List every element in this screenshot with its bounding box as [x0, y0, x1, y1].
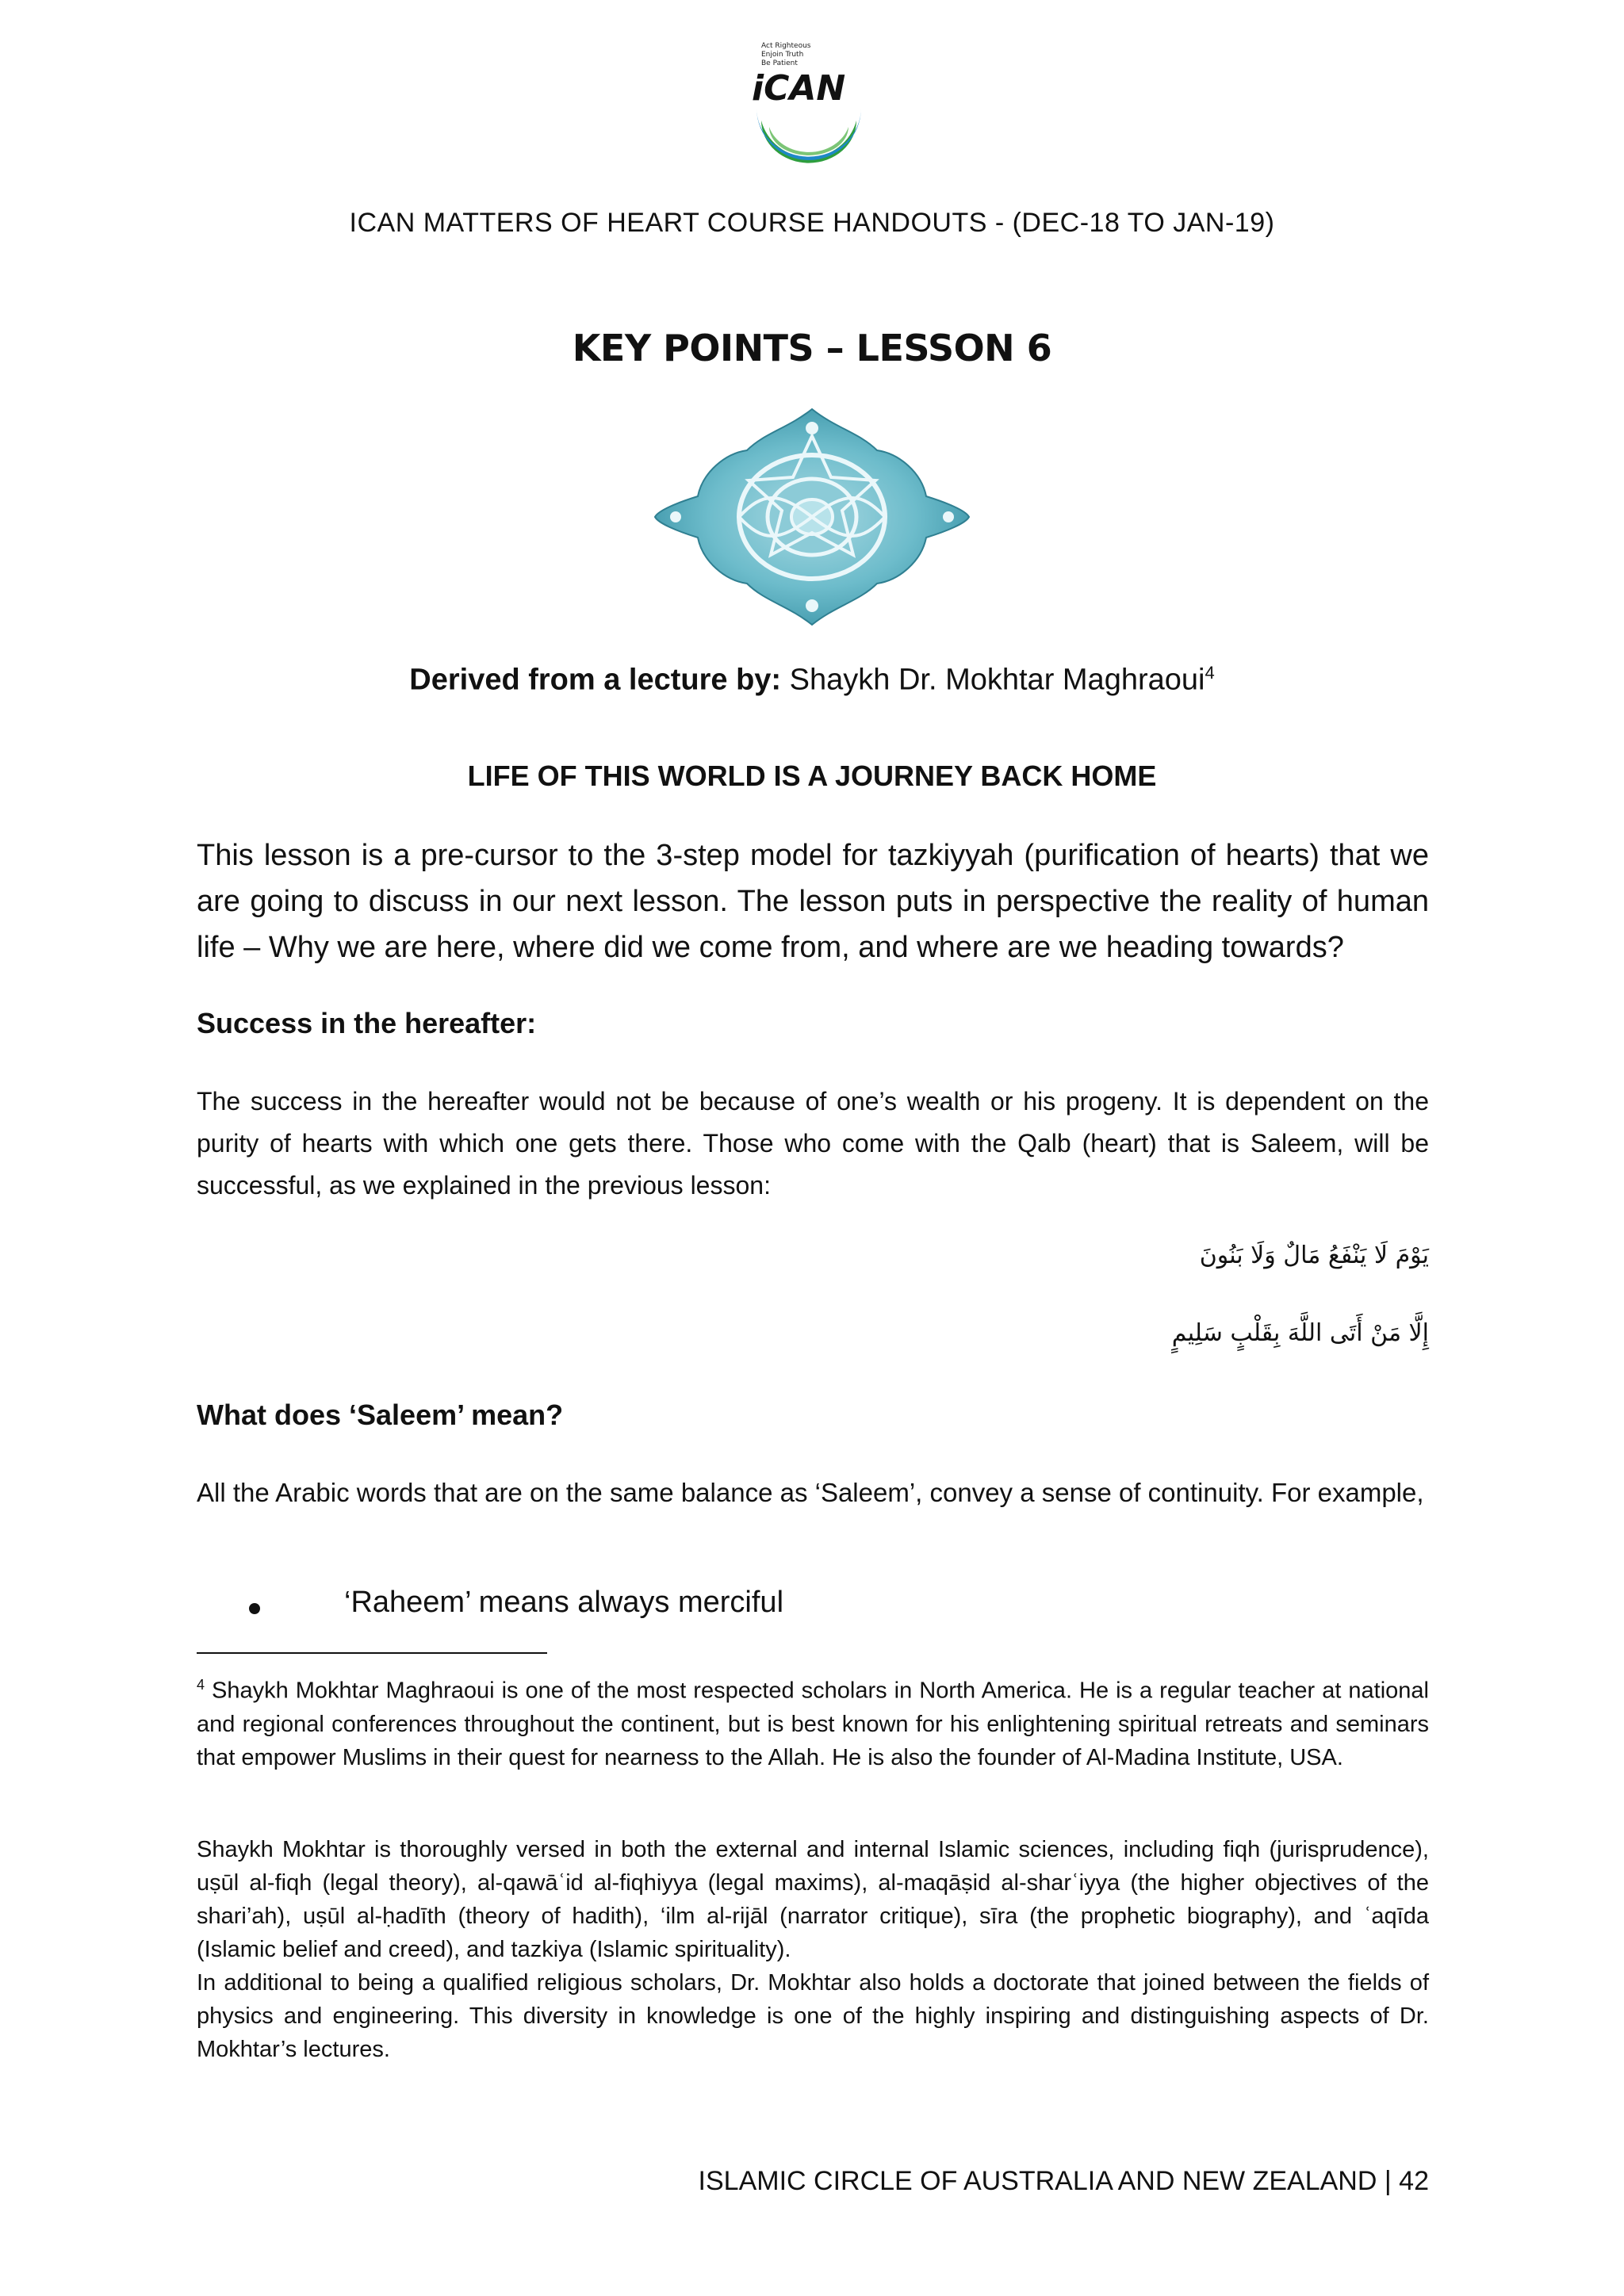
ornament-image [652, 404, 972, 629]
speaker-name: Shaykh Dr. Mokhtar Maghraoui [789, 663, 1205, 697]
intro-paragraph: This lesson is a pre-cursor to the 3-step model for tazkiyyah (purification of hearts) that we are going to discuss in our next lesson. The lesson puts in perspective the reality of human life – Why we are here, where did we come from, and where are we heading towards? [197, 839, 1429, 964]
footer-separator: | [1384, 2166, 1392, 2196]
footnote-number: 4 [197, 1677, 205, 1693]
derived-label: Derived from a lecture by: [409, 663, 782, 697]
footnote-paragraph-3: In additional to being a qualified religious scholars, Dr. Mokhtar also holds a doctorate that joined between the fields of physics and engineering. This diversity in knowledge is one of the highly inspiring and distinguishing aspects of Dr. Mokhtar’s lectures. [197, 1970, 1429, 2062]
course-header-title: ICAN MATTERS OF HEART COURSE HANDOUTS - (DEC-18 TO JAN-19) [349, 208, 1275, 238]
bullet-icon [249, 1603, 260, 1614]
derived-from-line [0, 663, 1624, 698]
arabic-verse-line-2: إِلَّا مَنْ أَتَى اللَّهَ بِقَلْبٍ سَلِيمٍ [1171, 1319, 1429, 1347]
ican-logo-icon [737, 32, 880, 174]
success-heading: Success in the hereafter: [197, 1007, 537, 1039]
lesson-title: KEY POINTS – LESSON 6 [572, 327, 1052, 369]
bullet-text: ‘Raheem’ means always merciful [344, 1586, 784, 1619]
logo-tagline-1: Act Righteous [761, 42, 811, 50]
saleem-paragraph: All the Arabic words that are on the same balance as ‘Saleem’, convey a sense of continuity. For example, [197, 1478, 1424, 1507]
logo-tagline-3: Be Patient [761, 59, 798, 67]
page-footer [699, 2166, 1429, 2197]
islamic-medallion-ornament-icon [652, 404, 972, 629]
footnote-divider [197, 1652, 547, 1654]
ican-logo [737, 32, 880, 174]
footnote-text-1: Shaykh Mokhtar Maghraoui is one of the most respected scholars in North America. He is a regular teacher at national and regional conferences throughout the continent, but is best known for his enlightening spiritual retreats and seminars that empower Muslims in their quest for nearness to the Allah. He is also the founder of Al-Madina Institute, USA. [197, 1678, 1429, 1770]
logo-tagline-2: Enjoin Truth [761, 51, 804, 59]
footer-org: ISLAMIC CIRCLE OF AUSTRALIA AND NEW ZEALAND [698, 2166, 1377, 2196]
page-number: 42 [1399, 2166, 1429, 2196]
footnote-reference[interactable]: 4 [1205, 663, 1215, 683]
saleem-heading: What does ‘Saleem’ mean? [197, 1399, 564, 1431]
logo-name: iCAN [752, 68, 846, 109]
footnote-paragraph-2: Shaykh Mokhtar is thoroughly versed in both the external and internal Islamic sciences, including fiqh (jurisprudence), uṣūl al-fiqh (legal theory), al-qawāʿid al-fiqhiyya (legal maxims), al-maqāṣid al-sharʿiyya (the higher objectives of the shari’ah), uṣūl al-ḥadīth (theory of hadith), ‘ilm al-rijāl (narrator critique), sīra (the prophetic biography), and ʿaqīda (Islamic belief and creed), and tazkiya (Islamic spirituality). [197, 1837, 1429, 1962]
success-paragraph: The success in the hereafter would not be because of one’s wealth or his progeny. It is dependent on the purity of hearts with which one gets there. Those who come with the Qalb (heart) that is Saleem, will be successful, as we explained in the previous lesson: [197, 1087, 1429, 1200]
footnote-paragraph-1 [197, 1668, 1429, 1774]
arabic-verse-line-1: يَوْمَ لَا يَنْفَعُ مَالٌ وَلَا بَنُونَ [1199, 1242, 1429, 1269]
section-title: LIFE OF THIS WORLD IS A JOURNEY BACK HOME [467, 760, 1157, 792]
